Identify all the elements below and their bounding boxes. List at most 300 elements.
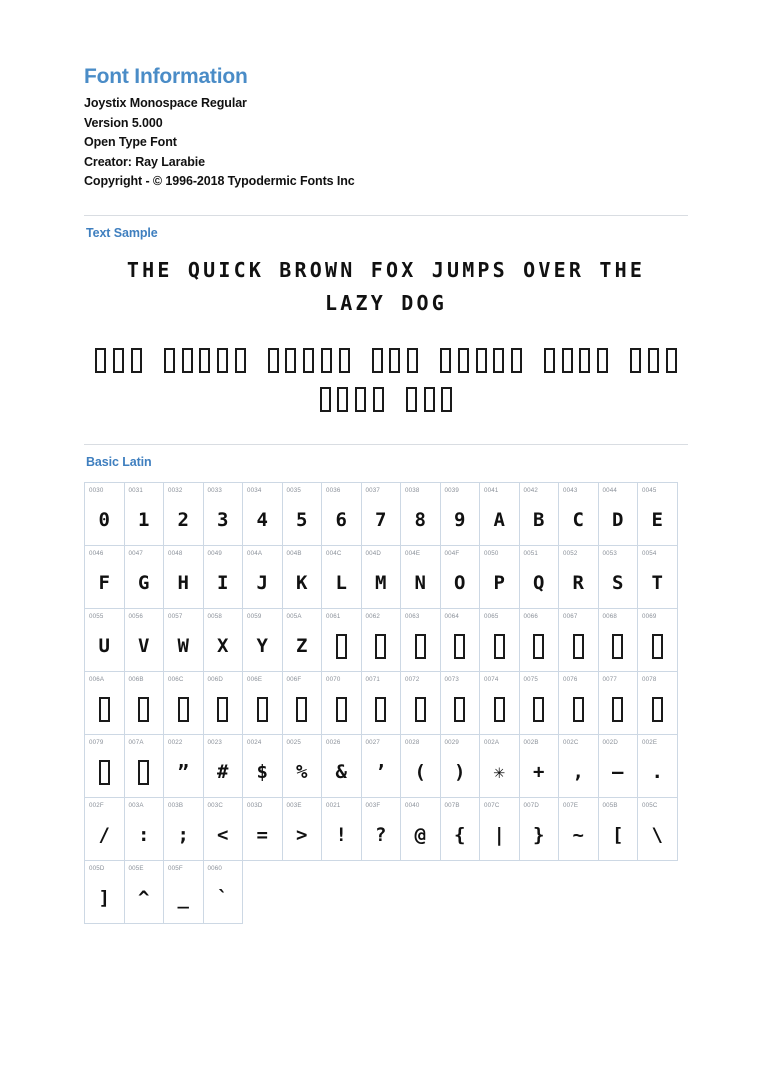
glyph-codepoint-label: 002E [642,738,658,746]
glyph-preview: } [533,824,545,847]
glyph-preview: I [217,572,229,595]
glyph-codepoint-label: 0036 [326,486,341,494]
glyph-codepoint-label: 0079 [89,738,104,746]
tofu-box-shape [296,697,307,722]
glyph-preview: 6 [335,509,347,532]
glyph-codepoint-label: 0070 [326,675,341,683]
glyph-cell[interactable] [519,671,560,735]
glyph-cell[interactable] [598,671,639,735]
glyph-cell[interactable] [124,734,165,798]
glyph-preview: + [533,761,545,784]
sample-line-lowercase-2 [84,381,688,420]
glyph-codepoint-label: 0061 [326,612,341,620]
glyph-cell[interactable] [282,545,323,609]
glyph-preview: G [138,572,150,595]
tofu-box-shape [652,634,663,659]
glyph-cell[interactable] [440,482,481,546]
glyph-cell[interactable] [203,671,244,735]
glyph-cell[interactable] [163,797,204,861]
glyph-cell[interactable] [321,545,362,609]
font-info-list [84,94,688,192]
glyph-cell[interactable] [479,734,520,798]
missing-glyph-box [476,348,487,373]
text-sample-section [84,215,688,420]
missing-glyph-box [520,625,559,669]
glyph-cell[interactable] [163,545,204,609]
glyph-cell[interactable] [637,482,678,546]
glyph-cell[interactable] [84,860,125,924]
font-info-format: Open Type Font [84,135,177,150]
glyph-cell[interactable] [440,608,481,672]
glyph-codepoint-label: 007E [563,801,579,809]
glyph-cell[interactable] [361,797,402,861]
missing-glyph-box [285,348,296,373]
font-info-copyright: Copyright - © 1996-2018 Typodermic Fonts Inc [84,174,355,189]
glyph-cell[interactable] [558,671,599,735]
missing-glyph-box [441,387,452,412]
missing-glyph-box [544,348,555,373]
glyph-preview: @ [414,824,426,847]
glyph-cell[interactable] [400,797,441,861]
glyph-codepoint-label: 0069 [642,612,657,620]
glyph-preview: ] [98,887,110,910]
glyph-codepoint-label: 002A [484,738,500,746]
glyph-cell[interactable] [637,545,678,609]
glyph-preview: R [572,572,584,595]
glyph-codepoint-label: 006C [168,675,184,683]
glyph-codepoint-label: 0044 [602,486,618,494]
glyph-preview: & [335,761,347,784]
tofu-box-shape [178,697,189,722]
glyph-codepoint-label: 0031 [128,486,144,494]
glyph-preview: N [414,572,426,595]
glyph-preview: $ [256,761,268,784]
text-sample-lowercase [84,342,688,420]
glyph-codepoint-label: 003C [207,801,224,809]
missing-glyph-box [559,688,598,732]
glyph-codepoint-label: 003A [128,801,144,809]
glyph-codepoint-label: 005C [642,801,658,809]
glyph-preview: – [612,761,624,784]
glyph-row [84,860,692,924]
tofu-box-shape [612,634,623,659]
glyph-cell[interactable] [361,608,402,672]
glyph-cell[interactable] [558,608,599,672]
glyph-cell[interactable] [400,734,441,798]
glyph-cell[interactable] [282,734,323,798]
tofu-box-shape [217,697,228,722]
glyph-codepoint-label: 005B [602,801,618,809]
missing-glyph-box [95,348,106,373]
font-info-version: Version 5.000 [84,115,163,130]
glyph-preview: : [138,824,150,847]
tofu-word-space [145,360,160,361]
tofu-box-shape [138,760,149,785]
document-page [84,0,688,924]
glyph-cell[interactable] [124,482,165,546]
missing-glyph-box [131,348,142,373]
missing-glyph-box [389,348,400,373]
glyph-cell[interactable] [242,797,283,861]
glyph-cell[interactable] [558,545,599,609]
glyph-cell[interactable] [84,482,125,546]
missing-glyph-box [480,688,519,732]
glyph-preview: \ [651,824,663,847]
glyph-preview: # [217,761,229,784]
glyph-codepoint-label: 0064 [444,612,460,620]
glyph-cell[interactable] [321,482,362,546]
glyph-preview: J [256,572,268,595]
glyph-cell[interactable] [84,608,125,672]
glyph-grid [84,482,692,924]
glyph-preview: B [533,509,545,532]
glyph-preview: O [454,572,466,595]
glyph-preview: ” [177,761,189,784]
glyph-codepoint-label: 0028 [405,738,420,746]
section-heading-basic-latin: Basic Latin [86,454,152,469]
missing-glyph-box [372,348,383,373]
tofu-box-shape [415,697,426,722]
glyph-preview: D [612,509,624,532]
glyph-codepoint-label: 007B [444,801,460,809]
basic-latin-section [84,444,688,924]
glyph-preview: 9 [454,509,466,532]
glyph-cell[interactable] [598,545,639,609]
glyph-cell[interactable] [203,545,244,609]
tofu-box-shape [454,697,465,722]
glyph-cell[interactable] [163,482,204,546]
glyph-codepoint-label: 002C [563,738,579,746]
glyph-preview: ` [217,887,229,910]
tofu-box-shape [612,697,623,722]
glyph-cell[interactable] [400,608,441,672]
glyph-codepoint-label: 006E [247,675,263,683]
tofu-box-shape [99,760,110,785]
glyph-codepoint-label: 0023 [207,738,223,746]
glyph-cell[interactable] [400,671,441,735]
glyph-preview: M [375,572,387,595]
tofu-box-shape [375,697,386,722]
glyph-codepoint-label: 0046 [89,549,104,557]
glyph-codepoint-label: 0050 [484,549,499,557]
tofu-box-shape [336,634,347,659]
glyph-codepoint-label: 0068 [602,612,618,620]
glyph-row [84,608,692,672]
missing-glyph-box [362,688,401,732]
tofu-box-shape [573,697,584,722]
glyph-codepoint-label: 0032 [168,486,183,494]
missing-glyph-box [597,348,608,373]
glyph-cell[interactable] [124,671,165,735]
glyph-cell[interactable] [598,797,639,861]
glyph-preview: ✳ [493,761,505,784]
glyph-cell[interactable] [124,545,165,609]
glyph-cell[interactable] [124,797,165,861]
glyph-cell[interactable] [203,860,244,924]
glyph-cell[interactable] [479,797,520,861]
glyph-cell[interactable] [637,797,678,861]
missing-glyph-box [599,625,638,669]
glyph-cell[interactable] [84,671,125,735]
glyph-cell[interactable] [282,482,323,546]
glyph-codepoint-label: 0076 [563,675,578,683]
glyph-preview: U [98,635,110,658]
glyph-codepoint-label: 0059 [247,612,262,620]
glyph-cell[interactable] [440,734,481,798]
glyph-cell[interactable] [321,608,362,672]
glyph-codepoint-label: 0074 [484,675,499,683]
glyph-codepoint-label: 007D [523,801,540,809]
glyph-codepoint-label: 0053 [602,549,618,557]
missing-glyph-box [630,348,641,373]
sample-line-uppercase-1: THE QUICK BROWN FOX JUMPS OVER THE [126,257,646,282]
glyph-preview: X [217,635,229,658]
glyph-preview: = [256,824,268,847]
glyph-preview: ( [414,761,426,784]
glyph-codepoint-label: 002D [602,738,619,746]
glyph-cell[interactable] [637,734,678,798]
sample-line-lowercase-1 [84,342,688,381]
glyph-cell[interactable] [321,797,362,861]
glyph-cell[interactable] [163,860,204,924]
glyph-preview: ; [177,824,189,847]
glyph-codepoint-label: 0057 [168,612,183,620]
glyph-cell[interactable] [282,797,323,861]
glyph-cell[interactable] [479,545,520,609]
glyph-codepoint-label: 0077 [602,675,618,683]
glyph-codepoint-label: 0034 [247,486,262,494]
glyph-codepoint-label: 0038 [405,486,420,494]
glyph-codepoint-label: 0065 [484,612,499,620]
glyph-preview: Q [533,572,545,595]
glyph-cell[interactable] [84,797,125,861]
glyph-cell[interactable] [519,545,560,609]
glyph-preview: [ [612,824,624,847]
glyph-cell[interactable] [242,545,283,609]
glyph-codepoint-label: 0033 [207,486,223,494]
glyph-codepoint-label: 005E [128,864,144,872]
missing-glyph-box [511,348,522,373]
glyph-cell[interactable] [282,671,323,735]
glyph-cell[interactable] [124,608,165,672]
glyph-preview: < [217,824,229,847]
glyph-cell[interactable] [84,545,125,609]
glyph-codepoint-label: 004A [247,549,263,557]
missing-glyph-box [268,348,279,373]
glyph-codepoint-label: 0054 [642,549,657,557]
glyph-cell[interactable] [163,608,204,672]
glyph-codepoint-label: 0075 [523,675,539,683]
glyph-cell[interactable] [440,671,481,735]
glyph-cell[interactable] [242,671,283,735]
glyph-codepoint-label: 004C [326,549,342,557]
glyph-preview: F [98,572,110,595]
glyph-cell[interactable] [558,482,599,546]
glyph-cell[interactable] [203,797,244,861]
glyph-cell[interactable] [519,734,560,798]
tofu-box-shape [652,697,663,722]
glyph-preview: E [651,509,663,532]
glyph-codepoint-label: 0067 [563,612,578,620]
glyph-codepoint-label: 0025 [286,738,302,746]
tofu-box-shape [375,634,386,659]
missing-glyph-box [401,688,440,732]
font-info-name: Joystix Monospace Regular [84,96,247,111]
tofu-box-shape [99,697,110,722]
glyph-codepoint-label: 0052 [563,549,578,557]
missing-glyph-box [440,348,451,373]
glyph-cell[interactable] [361,734,402,798]
missing-glyph-box [562,348,573,373]
glyph-cell[interactable] [361,482,402,546]
tofu-word-space [387,399,402,400]
tofu-box-shape [138,697,149,722]
glyph-cell[interactable] [84,734,125,798]
glyph-cell[interactable] [400,545,441,609]
missing-glyph-box [441,688,480,732]
tofu-box-shape [336,697,347,722]
glyph-cell[interactable] [440,545,481,609]
glyph-codepoint-label: 0026 [326,738,341,746]
glyph-cell[interactable] [400,482,441,546]
glyph-codepoint-label: 0024 [247,738,262,746]
missing-glyph-box [283,688,322,732]
glyph-cell[interactable] [124,860,165,924]
glyph-cell[interactable] [479,482,520,546]
glyph-cell[interactable] [242,608,283,672]
missing-glyph-box [638,688,677,732]
glyph-cell[interactable] [519,482,560,546]
missing-glyph-box [666,348,677,373]
glyph-preview: 0 [98,509,110,532]
glyph-cell[interactable] [321,671,362,735]
glyph-preview: 5 [296,509,308,532]
missing-glyph-box [322,625,361,669]
glyph-preview: { [454,824,466,847]
glyph-preview: L [335,572,347,595]
tofu-box-shape [494,697,505,722]
tofu-box-shape [415,634,426,659]
page-title: Font Information [84,65,248,88]
glyph-row [84,734,692,798]
glyph-codepoint-label: 0027 [365,738,381,746]
glyph-cell[interactable] [519,797,560,861]
tofu-word-space [249,360,264,361]
glyph-cell[interactable] [637,671,678,735]
missing-glyph-box [321,348,332,373]
glyph-preview: . [651,761,663,784]
glyph-cell[interactable] [479,671,520,735]
missing-glyph-box [648,348,659,373]
glyph-cell[interactable] [558,797,599,861]
glyph-codepoint-label: 002F [89,801,104,809]
glyph-preview: ’ [375,761,387,784]
glyph-cell[interactable] [203,734,244,798]
glyph-preview: 7 [375,509,387,532]
glyph-preview: ? [375,824,387,847]
glyph-preview: > [296,824,308,847]
glyph-preview: ~ [572,824,584,847]
glyph-codepoint-label: 004B [286,549,302,557]
tofu-word-space [612,360,627,361]
glyph-codepoint-label: 0047 [128,549,144,557]
missing-glyph-box [579,348,590,373]
missing-glyph-box [85,751,124,795]
missing-glyph-box [164,688,203,732]
glyph-codepoint-label: 0071 [365,675,381,683]
glyph-codepoint-label: 003E [286,801,302,809]
glyph-preview: _ [177,887,189,910]
glyph-row [84,545,692,609]
glyph-codepoint-label: 004E [405,549,421,557]
missing-glyph-box [638,625,677,669]
glyph-cell[interactable] [598,608,639,672]
glyph-cell[interactable] [598,482,639,546]
missing-glyph-box [441,625,480,669]
glyph-codepoint-label: 0035 [286,486,302,494]
glyph-cell[interactable] [282,608,323,672]
glyph-codepoint-label: 005A [286,612,302,620]
glyph-codepoint-label: 0048 [168,549,183,557]
missing-glyph-box [164,348,175,373]
glyph-preview: V [138,635,150,658]
glyph-codepoint-label: 006F [286,675,302,683]
glyph-cell[interactable] [203,608,244,672]
glyph-codepoint-label: 0073 [444,675,460,683]
glyph-preview: Y [256,635,268,658]
missing-glyph-box [303,348,314,373]
tofu-word-space [422,360,437,361]
tofu-box-shape [494,634,505,659]
glyph-cell[interactable] [242,734,283,798]
glyph-codepoint-label: 003F [365,801,381,809]
glyph-codepoint-label: 0037 [365,486,381,494]
glyph-codepoint-label: 0045 [642,486,657,494]
glyph-codepoint-label: 0039 [444,486,460,494]
missing-glyph-box [243,688,282,732]
glyph-codepoint-label: 0029 [444,738,460,746]
glyph-cell[interactable] [361,671,402,735]
glyph-preview: S [612,572,624,595]
glyph-cell[interactable] [598,734,639,798]
missing-glyph-box [85,688,124,732]
glyph-cell[interactable] [479,608,520,672]
missing-glyph-box [125,751,164,795]
missing-glyph-box [182,348,193,373]
glyph-cell[interactable] [203,482,244,546]
glyph-cell[interactable] [321,734,362,798]
glyph-codepoint-label: 0056 [128,612,144,620]
missing-glyph-box [322,688,361,732]
glyph-codepoint-label: 0041 [484,486,499,494]
glyph-cell[interactable] [163,671,204,735]
glyph-cell[interactable] [440,797,481,861]
missing-glyph-box [458,348,469,373]
missing-glyph-box [401,625,440,669]
glyph-codepoint-label: 0078 [642,675,657,683]
glyph-cell[interactable] [361,545,402,609]
glyph-codepoint-label: 006B [128,675,144,683]
glyph-cell[interactable] [242,482,283,546]
glyph-codepoint-label: 0040 [405,801,420,809]
glyph-cell[interactable] [558,734,599,798]
glyph-cell[interactable] [637,608,678,672]
glyph-row [84,797,692,861]
glyph-codepoint-label: 0072 [405,675,420,683]
glyph-cell[interactable] [163,734,204,798]
missing-glyph-box [362,625,401,669]
glyph-cell[interactable] [519,608,560,672]
